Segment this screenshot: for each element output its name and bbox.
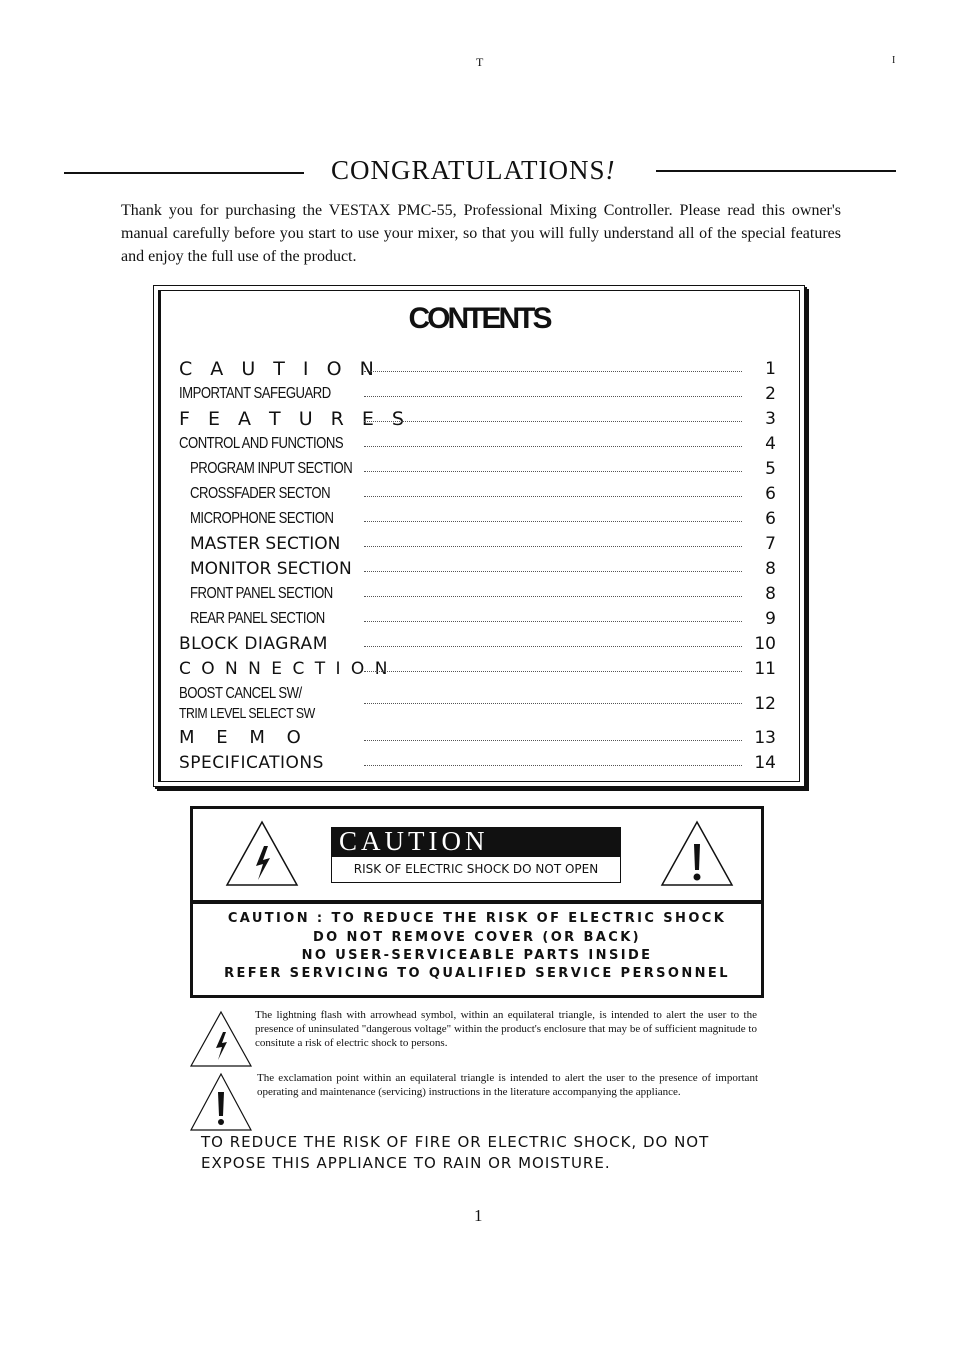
toc-page-number: 6 [765, 509, 776, 529]
header-mark-right: I [892, 55, 896, 66]
toc-leader-dots [364, 521, 742, 522]
toc-leader-dots [364, 621, 742, 622]
header-mark-left: T [476, 55, 484, 69]
toc-label: CONTROL AND FUNCTIONS [179, 435, 344, 452]
toc-leader-dots [364, 396, 742, 397]
page-number: 1 [474, 1206, 483, 1225]
title-rule-left [64, 172, 304, 174]
toc-leader-dots [364, 496, 742, 497]
toc-label: MONITOR SECTION [190, 559, 352, 579]
intro-paragraph: Thank you for purchasing the VESTAX PMC-55, Professional Mixing Controller. Please read this owner's manual carefully before you start to use your mixer, so that you will fully understand all of the special features and enjoy the full use of the product. [121, 202, 841, 265]
toc-row [154, 659, 804, 684]
exclamation-triangle-icon [659, 818, 735, 888]
toc-page-number: 13 [754, 728, 776, 748]
toc-label: FRONT PANEL SECTION [190, 585, 333, 602]
toc-row [154, 609, 804, 634]
toc-label: F E A T U R E S [179, 408, 410, 430]
exclamation-note-icon [189, 1072, 253, 1132]
toc-page-number: 8 [765, 559, 776, 579]
toc-page-number: 6 [765, 484, 776, 504]
toc-row [154, 684, 804, 722]
toc-label: PROGRAM INPUT SECTION [190, 460, 353, 477]
toc-label: M E M O [179, 727, 309, 748]
toc-leader-dots [364, 571, 742, 572]
contents-box [153, 285, 805, 787]
caution-line-3: NO USER-SERVICEABLE PARTS INSIDE [301, 948, 653, 963]
toc-leader-dots [364, 671, 742, 672]
toc-row [154, 753, 804, 778]
toc-row [154, 384, 804, 409]
title-rule-right [656, 170, 896, 172]
exclamation-note-text: The exclamation point within an equilateral triangle is intended to alert the user to the presence of important operating and maintenance (servicing) instructions in the literature accompanying the appliance. [257, 1072, 758, 1098]
toc-label: MICROPHONE SECTION [190, 510, 334, 527]
caution-line-2: DO NOT REMOVE COVER (OR BACK) [312, 930, 642, 945]
fire-warning-line-1: TO REDUCE THE RISK OF FIRE OR ELECTRIC SHOCK, DO NOT [201, 1133, 710, 1151]
toc-label: CROSSFADER SECTON [190, 485, 331, 502]
toc-page-number: 5 [765, 459, 776, 479]
lightning-note-text: The lightning flash with arrowhead symbol, within an equilateral triangle, is intended to alert the user to the presence of uninsulated "dangerous voltage" within the product's enclosure that may be of sufficient magnitude to consitute a risk of electric shock to persons. [255, 1009, 757, 1049]
toc-leader-dots [364, 421, 742, 422]
toc-row [154, 584, 804, 609]
toc-leader-dots [364, 546, 742, 547]
fire-warning-line-2: EXPOSE THIS APPLIANCE TO RAIN OR MOISTURE. [201, 1154, 611, 1172]
caution-subtitle: RISK OF ELECTRIC SHOCK DO NOT OPEN [331, 856, 621, 883]
lightning-note-icon [189, 1010, 253, 1068]
toc-page-number: 10 [754, 634, 776, 654]
toc-leader-dots [364, 471, 742, 472]
caution-line-4: REFER SERVICING TO QUALIFIED SERVICE PERSONNEL [224, 966, 730, 981]
toc-row [154, 534, 804, 559]
toc-page-number: 8 [765, 584, 776, 604]
toc-row [154, 509, 804, 534]
toc-page-number: 3 [765, 409, 776, 429]
toc-label-continued: TRIM LEVEL SELECT SW [179, 705, 315, 722]
toc-page-number: 11 [754, 659, 776, 679]
toc-label: C O N N E C T I O N [179, 659, 390, 679]
toc-page-number: 1 [765, 359, 776, 379]
toc-row [154, 728, 804, 753]
toc-label: SPECIFICATIONS [179, 753, 324, 773]
toc-leader-dots [364, 446, 742, 447]
toc-row [154, 559, 804, 584]
contents-heading: CONTENTS [408, 302, 550, 335]
toc-row [154, 484, 804, 509]
toc-row [154, 459, 804, 484]
lightning-triangle-icon [224, 818, 300, 888]
toc-label: BLOCK DIAGRAM [179, 634, 328, 654]
toc-page-number: 12 [754, 694, 776, 714]
toc-label: IMPORTANT SAFEGUARD [179, 385, 331, 402]
toc-leader-dots [364, 703, 742, 704]
toc-label: C A U T I O N [179, 358, 380, 380]
caution-line-1: CAUTION : TO REDUCE THE RISK OF ELECTRIC SHOCK [227, 911, 727, 926]
toc-page-number: 2 [765, 384, 776, 404]
toc-leader-dots [364, 646, 742, 647]
toc-row [154, 409, 804, 434]
toc-row [154, 434, 804, 459]
toc-leader-dots [364, 596, 742, 597]
toc-page-number: 14 [754, 753, 776, 773]
toc-leader-dots [364, 740, 742, 741]
page-title: CONGRATULATIONS! [331, 155, 616, 185]
caution-divider [190, 900, 764, 904]
toc-row [154, 634, 804, 659]
toc-label: REAR PANEL SECTION [190, 610, 325, 627]
toc-row [154, 359, 804, 384]
toc-label: MASTER SECTION [190, 534, 341, 554]
toc-leader-dots [364, 371, 742, 372]
toc-page-number: 9 [765, 609, 776, 629]
toc-page-number: 7 [765, 534, 776, 554]
toc-page-number: 4 [765, 434, 776, 454]
toc-leader-dots [364, 765, 742, 766]
toc-label: BOOST CANCEL SW/ [179, 685, 302, 702]
caution-banner: CAUTION [331, 827, 621, 856]
